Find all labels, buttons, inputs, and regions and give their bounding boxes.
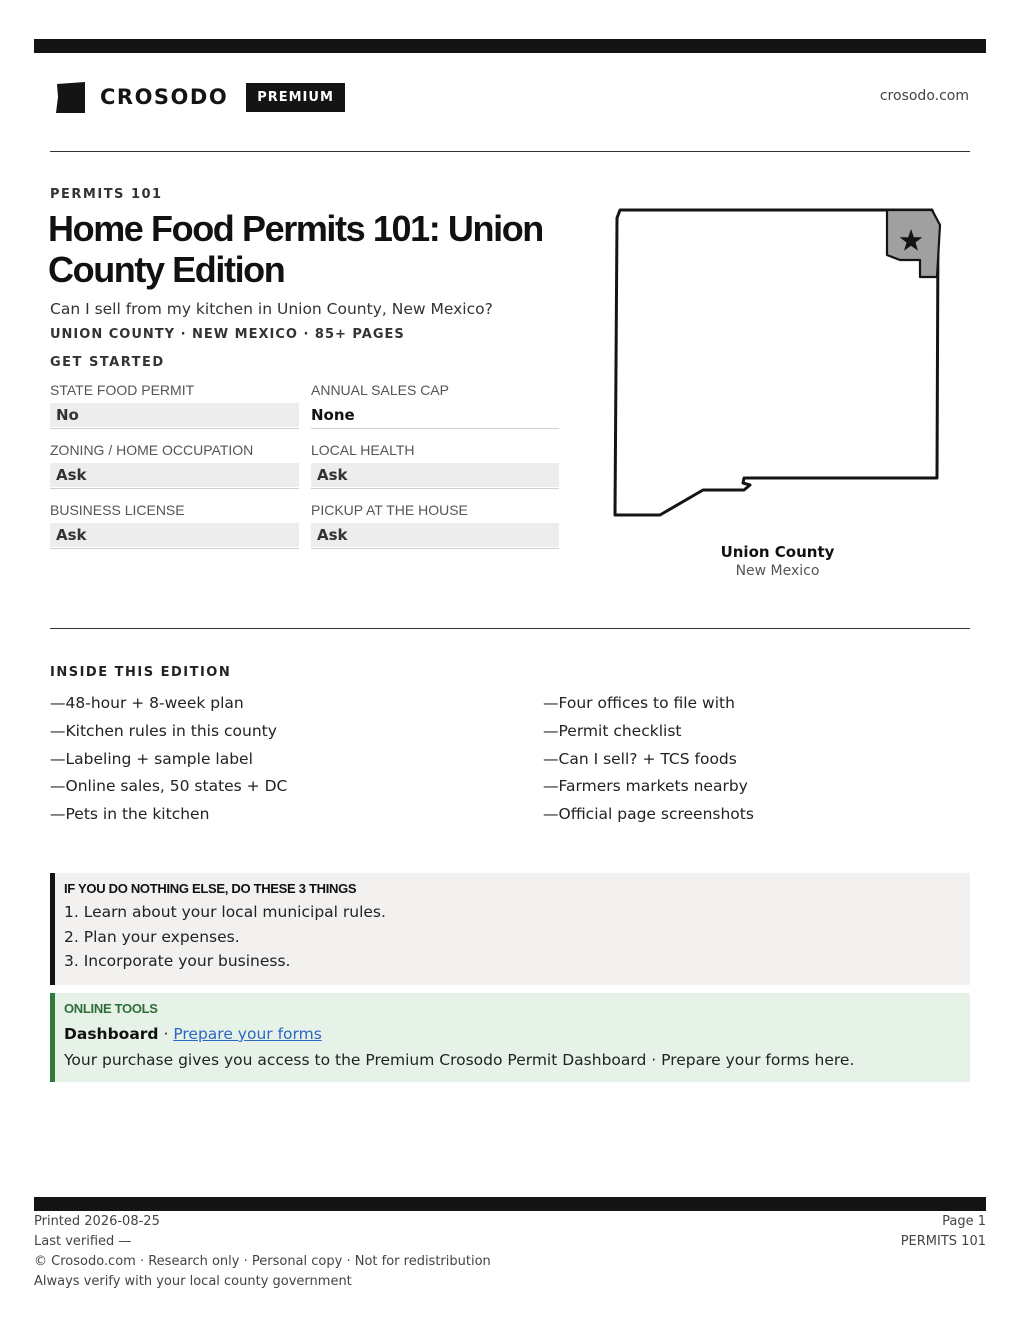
section-eyebrow: PERMITS 101 — [50, 187, 163, 202]
map-caption — [610, 543, 945, 581]
edition-meta: UNION COUNTY · NEW MEXICO · 85+ PAGES — [50, 327, 405, 342]
dashboard-label: Dashboard — [64, 1025, 159, 1043]
field-label: BUSINESS LICENSE — [50, 502, 185, 518]
get-started-heading: GET STARTED — [50, 355, 165, 370]
field-label: PICKUP AT THE HOUSE — [311, 502, 468, 518]
verify-note: Always verify with your local county government — [34, 1274, 352, 1289]
state-map-svg — [610, 205, 945, 525]
printed-date: Printed 2026-08-25 — [34, 1214, 160, 1229]
page-title: Home Food Permits 101: Union County Edition — [48, 208, 543, 290]
list-item: 1. Learn about your local municipal rules. — [64, 903, 386, 921]
map-state-name: New Mexico — [735, 563, 820, 579]
field-label: ZONING / HOME OCCUPATION — [50, 442, 254, 458]
list-item: —48-hour + 8-week plan — [50, 694, 244, 712]
toc-right-list — [543, 690, 754, 829]
map-county-name: Union County — [720, 543, 835, 561]
field-label: LOCAL HEALTH — [311, 442, 415, 458]
callout-list — [64, 900, 970, 974]
premium-badge: PREMIUM — [246, 83, 345, 112]
page-number: Page 1 — [942, 1214, 986, 1229]
field-value: None — [311, 406, 355, 424]
separator: · — [158, 1025, 174, 1043]
field-value: Ask — [311, 523, 559, 547]
list-item: —Online sales, 50 states + DC — [50, 777, 288, 796]
list-item: —Farmers markets nearby — [543, 777, 748, 796]
list-item: —Kitchen rules in this county — [50, 721, 277, 740]
field-value: No — [50, 403, 299, 427]
brand-name: CROSODO — [100, 85, 229, 109]
tools-title: ONLINE TOOLS — [64, 1001, 158, 1016]
field-value: Ask — [50, 523, 299, 547]
list-item: 3. Incorporate your business. — [64, 952, 291, 970]
field-local-health — [311, 442, 559, 489]
last-verified: Last verified — — [34, 1234, 132, 1249]
three-things-callout — [50, 873, 970, 985]
top-rule-bar — [34, 39, 986, 53]
field-label: ANNUAL SALES CAP — [311, 382, 449, 398]
online-tools-callout — [50, 993, 970, 1082]
footer-right — [901, 1212, 986, 1252]
list-item: —Permit checklist — [543, 721, 682, 740]
field-value: Ask — [311, 463, 559, 487]
list-item: —Labeling + sample label — [50, 749, 253, 768]
page-subtitle: Can I sell from my kitchen in Union County, New Mexico? — [50, 300, 493, 318]
list-item: —Official page screenshots — [543, 805, 754, 824]
permit-fields-grid — [50, 382, 559, 549]
field-label: STATE FOOD PERMIT — [50, 382, 195, 398]
tools-dashboard-line — [64, 1021, 970, 1047]
list-item: —Pets in the kitchen — [50, 805, 210, 824]
field-state-food-permit — [50, 382, 299, 429]
field-annual-sales-cap — [311, 382, 559, 429]
footer-section: PERMITS 101 — [900, 1234, 986, 1249]
toc-left-list — [50, 690, 287, 829]
copyright-line: © Crosodo.com · Research only · Personal copy · Not for redistribution — [34, 1254, 491, 1269]
brand-header — [54, 80, 345, 114]
field-value: Ask — [50, 463, 299, 487]
footer-left — [34, 1212, 491, 1292]
list-item: —Four offices to file with — [543, 694, 735, 712]
prepare-forms-link[interactable]: Prepare your forms — [173, 1025, 322, 1043]
section-divider — [50, 628, 970, 629]
field-zoning — [50, 442, 299, 489]
state-silhouette-icon — [54, 80, 88, 114]
bottom-rule-bar — [34, 1197, 986, 1211]
site-url[interactable]: crosodo.com — [879, 88, 969, 104]
list-item: 2. Plan your expenses. — [64, 927, 240, 946]
header-divider — [50, 151, 970, 152]
tools-description: Your purchase gives you access to the Premium Crosodo Permit Dashboard · Prepare your forms here. — [64, 1051, 855, 1069]
state-map — [610, 205, 945, 525]
list-item: —Can I sell? + TCS foods — [543, 749, 737, 768]
callout-title: IF YOU DO NOTHING ELSE, DO THESE 3 THINGS — [64, 881, 357, 896]
field-pickup-at-house — [311, 502, 559, 549]
field-business-license — [50, 502, 299, 549]
inside-edition-heading: INSIDE THIS EDITION — [50, 665, 232, 680]
